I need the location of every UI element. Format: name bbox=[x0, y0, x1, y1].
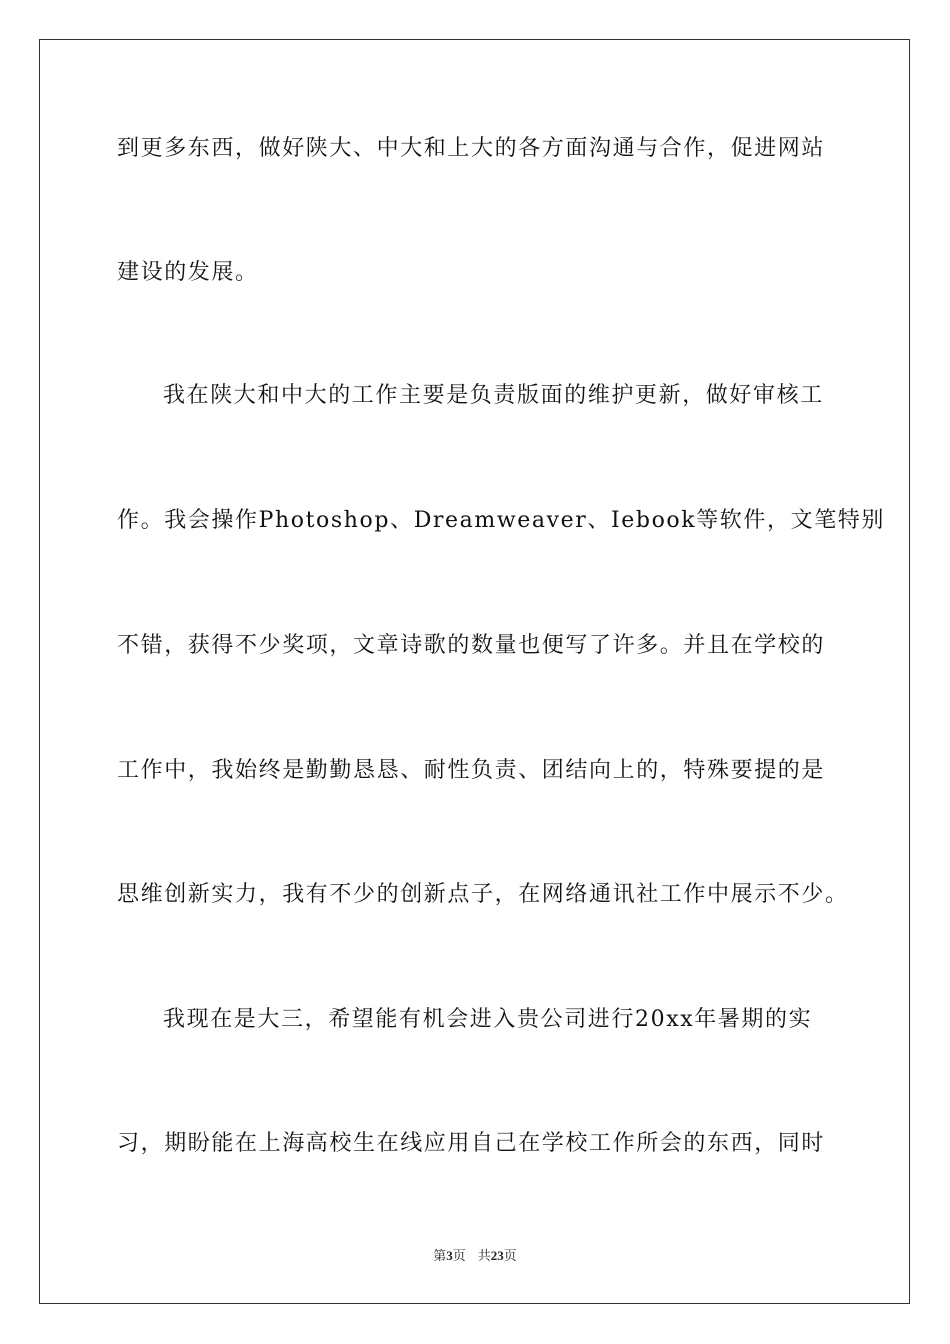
body-text-line: 思维创新实力，我有不少的创新点子，在网络通讯社工作中展示不少。 bbox=[117, 882, 849, 907]
body-text-line: 不错，获得不少奖项，文章诗歌的数量也便写了许多。并且在学校的 bbox=[117, 633, 826, 658]
footer-page-number: 3 bbox=[446, 1248, 453, 1263]
body-text-line: 习，期盼能在上海高校生在线应用自己在学校工作所会的东西，同时 bbox=[117, 1131, 826, 1156]
body-text-line: 到更多东西，做好陕大、中大和上大的各方面沟通与合作，促进网站 bbox=[117, 136, 826, 161]
paragraph-start-line: 我现在是大三，希望能有机会进入贵公司进行20xx年暑期的实 bbox=[163, 1007, 813, 1032]
page-footer bbox=[0, 1247, 950, 1265]
paragraph-start-line: 我在陕大和中大的工作主要是负责版面的维护更新，做好审核工 bbox=[163, 383, 824, 408]
body-text-line: 工作中，我始终是勤勤恳恳、耐性负责、团结向上的，特殊要提的是 bbox=[117, 758, 826, 783]
footer-page-suffix: 页 bbox=[452, 1248, 466, 1263]
body-text-line: 建设的发展。 bbox=[117, 260, 259, 285]
footer-total-prefix: 共 bbox=[477, 1248, 491, 1263]
footer-total-suffix: 页 bbox=[503, 1248, 517, 1263]
page-border bbox=[39, 39, 910, 1304]
footer-page-prefix: 第 bbox=[433, 1248, 447, 1263]
body-text-line: 作。我会操作Photoshop、Dreamweaver、Iebook等软件，文笔特别 bbox=[117, 508, 885, 533]
footer-total-pages: 23 bbox=[490, 1248, 504, 1263]
